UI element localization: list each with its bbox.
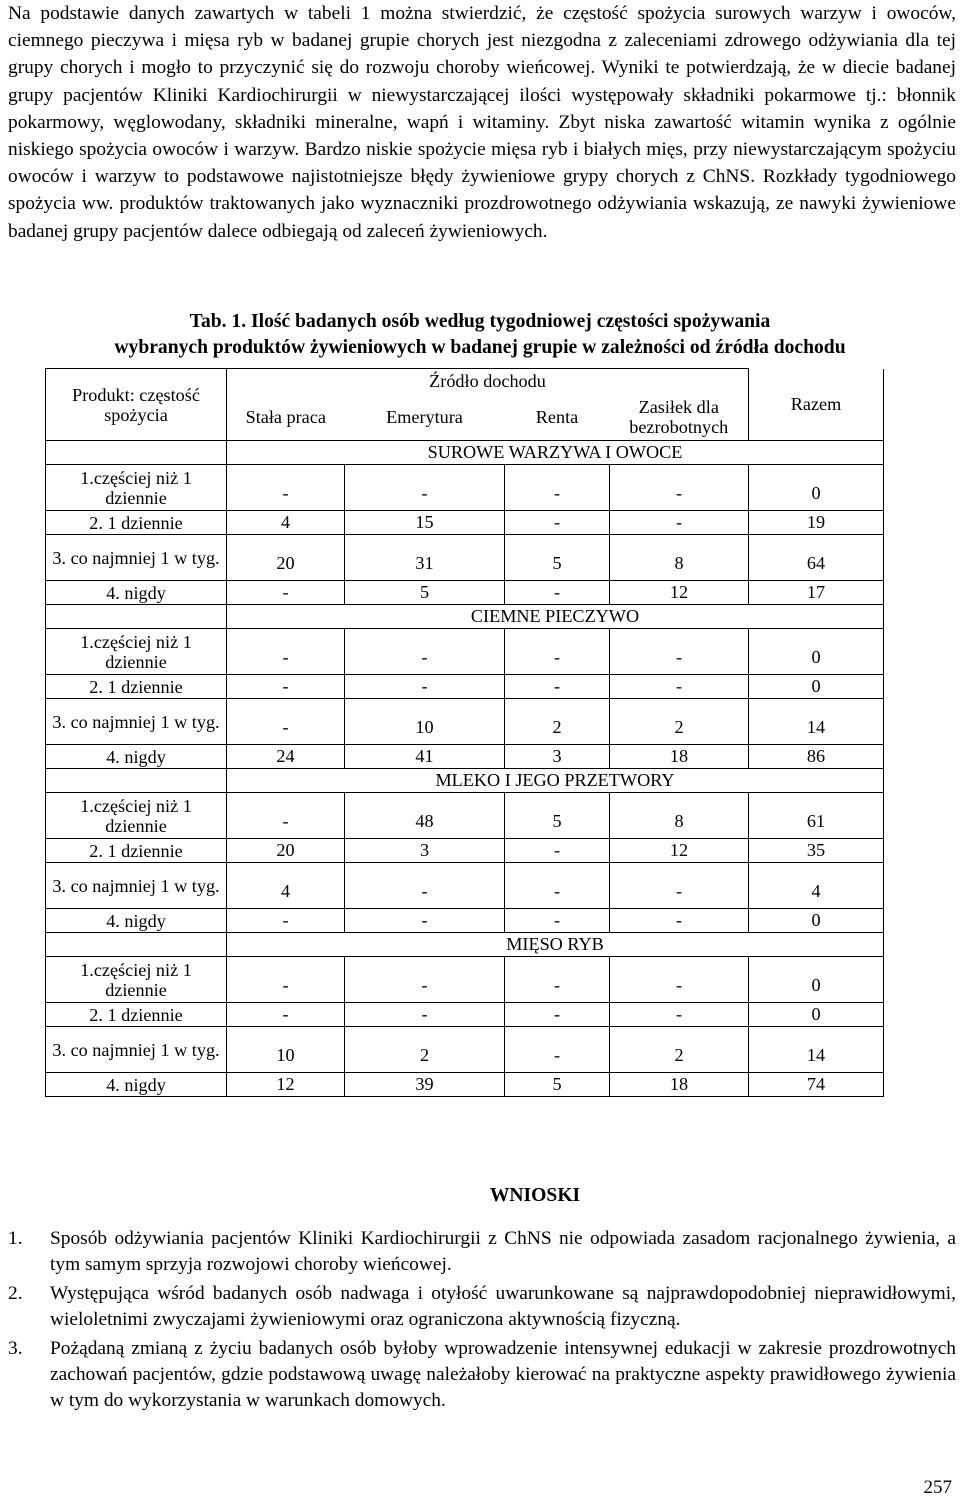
section-title: CIEMNE PIECZYWO <box>227 605 884 629</box>
table-row <box>46 581 884 605</box>
consumption-table <box>45 368 884 1097</box>
cell-value: 2 <box>505 699 610 745</box>
cell-value: - <box>345 629 505 675</box>
section-spacer <box>46 605 227 629</box>
cell-value: 10 <box>227 1027 345 1073</box>
cell-value: 10 <box>345 699 505 745</box>
row-label: 4. nigdy <box>46 581 227 605</box>
cell-value: 8 <box>610 793 749 839</box>
cell-value: 15 <box>345 511 505 535</box>
conclusion-text: Sposób odżywiania pacjentów Kliniki Kardiochirurgii z ChNS nie odpowiada zasadom racjonalnego żywienia, a tym samym sprzyja rozwojowi choroby wieńcowej. <box>50 1228 956 1275</box>
cell-value: 74 <box>749 1073 884 1097</box>
cell-value: 64 <box>749 535 884 581</box>
cell-value: 35 <box>749 839 884 863</box>
cell-value: - <box>227 957 345 1003</box>
cell-value: - <box>227 581 345 605</box>
table-caption-line-2: wybranych produktów żywieniowych w badanej grupie w zależności od źródła dochodu <box>114 337 846 358</box>
cell-value: 61 <box>749 793 884 839</box>
row-label: 1.częściej niż 1 dziennie <box>46 793 227 839</box>
row-label: 2. 1 dziennie <box>46 1003 227 1027</box>
cell-value: 20 <box>227 839 345 863</box>
page-number: 257 <box>923 1477 952 1498</box>
section-spacer <box>46 933 227 957</box>
cell-value: 2 <box>610 1027 749 1073</box>
cell-value: - <box>227 465 345 511</box>
row-label: 2. 1 dziennie <box>46 675 227 699</box>
cell-value: 2 <box>345 1027 505 1073</box>
cell-value: 39 <box>345 1073 505 1097</box>
column-header-emerytura: Emerytura <box>386 406 463 427</box>
table-row <box>46 839 884 863</box>
row-label: 3. co najmniej 1 w tyg. <box>46 863 227 909</box>
table-row <box>46 465 884 511</box>
cell-value: 5 <box>505 1073 610 1097</box>
cell-value: - <box>610 863 749 909</box>
cell-value: - <box>505 675 610 699</box>
conclusion-number: 1. <box>8 1228 23 1249</box>
row-label: 1.częściej niż 1 dziennie <box>46 957 227 1003</box>
cell-value: 5 <box>505 535 610 581</box>
cell-value: - <box>505 581 610 605</box>
column-header-stala-praca: Stała praca <box>245 406 326 427</box>
cell-value: - <box>610 511 749 535</box>
section-spacer <box>46 441 227 465</box>
row-label: 3. co najmniej 1 w tyg. <box>46 535 227 581</box>
cell-value: 0 <box>749 957 884 1003</box>
conclusion-item <box>8 1281 956 1333</box>
cell-value: 12 <box>610 581 749 605</box>
cell-value: - <box>345 675 505 699</box>
table-row <box>46 629 884 675</box>
cell-value: - <box>345 465 505 511</box>
cell-value: - <box>345 957 505 1003</box>
table-row <box>46 675 884 699</box>
cell-value: 8 <box>610 535 749 581</box>
cell-value: - <box>345 909 505 933</box>
cell-value: - <box>345 1003 505 1027</box>
cell-value: - <box>227 793 345 839</box>
cell-value: 4 <box>227 511 345 535</box>
cell-value: 18 <box>610 1073 749 1097</box>
cell-value: - <box>505 839 610 863</box>
conclusion-text: Występująca wśród badanych osób nadwaga i otyłość uwarunkowane są najprawdopodobniej nieprawidłowymi, wieloletnimi zwyczajami żywieniowymi oraz ograniczona aktywnością fizyczną. <box>50 1283 956 1330</box>
row-label: 1.częściej niż 1 dziennie <box>46 629 227 675</box>
table-row <box>46 535 884 581</box>
cell-value: - <box>227 699 345 745</box>
cell-value: - <box>227 909 345 933</box>
conclusion-text: Pożądaną zmianą z życiu badanych osób byłoby wprowadzenie intensywnej edukacji w zakresie prozdrowotnych zachowań pacjentów, gdzie podstawową uwagę należałoby kierować na praktyczne aspekty prawidłowego żywienia w tym do wykorzystania w warunkach domowych. <box>50 1338 956 1411</box>
cell-value: 12 <box>227 1073 345 1097</box>
table-row <box>46 1027 884 1073</box>
conclusions-heading: WNIOSKI <box>489 1185 581 1206</box>
row-label: 1.częściej niż 1 dziennie <box>46 465 227 511</box>
cell-value: - <box>610 629 749 675</box>
section-spacer <box>46 769 227 793</box>
cell-value: 31 <box>345 535 505 581</box>
row-label: 4. nigdy <box>46 909 227 933</box>
cell-value: - <box>505 863 610 909</box>
cell-value: - <box>505 629 610 675</box>
cell-value: 0 <box>749 1003 884 1027</box>
cell-value: 19 <box>749 511 884 535</box>
cell-value: - <box>505 465 610 511</box>
cell-value: 3 <box>345 839 505 863</box>
cell-value: 14 <box>749 1027 884 1073</box>
section-title: SUROWE WARZYWA I OWOCE <box>227 441 884 465</box>
conclusion-item <box>8 1336 956 1414</box>
cell-value: - <box>345 863 505 909</box>
conclusions-list <box>8 1226 956 1417</box>
row-label: 4. nigdy <box>46 745 227 769</box>
table-row <box>46 793 884 839</box>
row-label: 3. co najmniej 1 w tyg. <box>46 1027 227 1073</box>
table-caption-line-1: Tab. 1. Ilość badanych osób według tygodniowej częstości spożywania <box>189 311 771 332</box>
cell-value: 2 <box>610 699 749 745</box>
table-row <box>46 957 884 1003</box>
row-label: 3. co najmniej 1 w tyg. <box>46 699 227 745</box>
cell-value: 5 <box>345 581 505 605</box>
cell-value: 86 <box>749 745 884 769</box>
cell-value: - <box>610 957 749 1003</box>
cell-value: 17 <box>749 581 884 605</box>
table-row <box>46 745 884 769</box>
cell-value: - <box>505 957 610 1003</box>
cell-value: - <box>505 1003 610 1027</box>
table-row <box>46 699 884 745</box>
cell-value: 4 <box>749 863 884 909</box>
cell-value: 48 <box>345 793 505 839</box>
cell-value: - <box>610 465 749 511</box>
conclusion-item <box>8 1226 956 1278</box>
column-header-zasilek: Zasiłek dla bezrobotnych <box>629 397 729 438</box>
cell-value: 14 <box>749 699 884 745</box>
product-frequency-header: Produkt: częstość spożycia <box>46 369 227 441</box>
cell-value: 12 <box>610 839 749 863</box>
table-row <box>46 511 884 535</box>
row-label: 4. nigdy <box>46 1073 227 1097</box>
cell-value: 18 <box>610 745 749 769</box>
cell-value: 4 <box>227 863 345 909</box>
conclusion-number: 2. <box>8 1283 23 1304</box>
column-header-razem: Razem <box>749 369 884 441</box>
conclusion-number: 3. <box>8 1338 23 1359</box>
column-header-renta: Renta <box>535 406 579 427</box>
cell-value: 24 <box>227 745 345 769</box>
cell-value: - <box>610 909 749 933</box>
cell-value: - <box>610 1003 749 1027</box>
cell-value: 3 <box>505 745 610 769</box>
intro-paragraph: Na podstawie danych zawartych w tabeli 1 można stwierdzić, że częstość spożycia surowych warzyw i owoców, ciemnego pieczywa i mięsa ryb w badanej grupie chorych jest niezgodna z zaleceniami zdrowego odżywiania dla tej grupy chorych i mogło to przyczynić się do rozwoju choroby wieńcowej. Wyniki te potwierdzają, że w diecie badanej grupy pacjentów Kliniki Kardiochirurgii w niewystarczającej ilości występowały składniki pokarmowe tj.: błonnik pokarmowy, węglowodany, składniki mineralne, wapń i witaminy. Zbyt niska zawartość witamin wynika z ogólnie niskiego spożycia owoców i warzyw. Bardzo niskie spożycie mięsa ryb i białych mięs, przy niewystarczającym spożyciu owoców i warzyw to podstawowe najistotniejsze błędy żywieniowe grypy chorych z ChNS. Rozkłady tygodniowego spożycia ww. produktów traktowanych jako wyznaczniki prozdrowotnego odżywiania wskazują, ze nawyki żywieniowe badanej grupy pacjentów dalece odbiegają od zaleceń żywieniowych. <box>8 3 956 242</box>
cell-value: 0 <box>749 465 884 511</box>
cell-value: - <box>505 909 610 933</box>
row-label: 2. 1 dziennie <box>46 839 227 863</box>
cell-value: - <box>505 511 610 535</box>
table-row <box>46 863 884 909</box>
cell-value: 0 <box>749 675 884 699</box>
section-title: MIĘSO RYB <box>227 933 884 957</box>
table-row <box>46 909 884 933</box>
row-label: 2. 1 dziennie <box>46 511 227 535</box>
cell-value: 20 <box>227 535 345 581</box>
cell-value: - <box>610 675 749 699</box>
cell-value: - <box>505 1027 610 1073</box>
section-title: MLEKO I JEGO PRZETWORY <box>227 769 884 793</box>
cell-value: 41 <box>345 745 505 769</box>
cell-value: - <box>227 1003 345 1027</box>
cell-value: - <box>227 675 345 699</box>
cell-value: - <box>227 629 345 675</box>
cell-value: 0 <box>749 909 884 933</box>
cell-value: 0 <box>749 629 884 675</box>
cell-value: 5 <box>505 793 610 839</box>
table-row <box>46 1003 884 1027</box>
table-row <box>46 1073 884 1097</box>
income-source-header: Źródło dochodu <box>227 369 749 395</box>
